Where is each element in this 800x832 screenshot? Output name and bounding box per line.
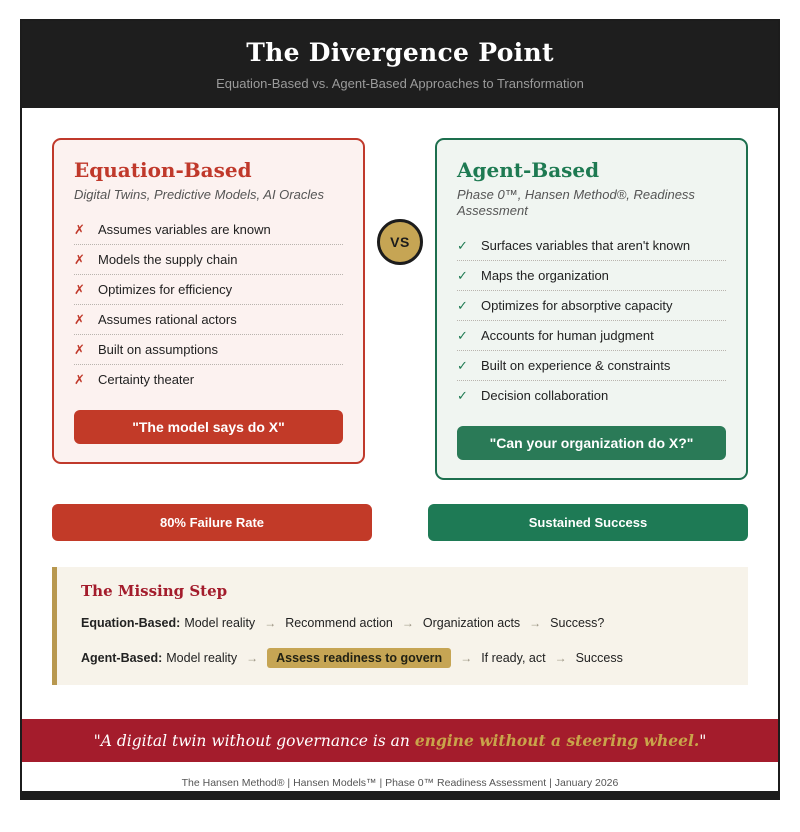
check-icon: ✓ [457,238,468,253]
equation-based-card [52,138,365,464]
flow-step: Recommend action [285,616,393,630]
list-item [457,321,726,351]
equation-based-title: Equation-Based [74,158,252,182]
list-item-label: Certainty theater [98,372,195,387]
list-item-label: Surfaces variables that aren't known [481,238,691,253]
flow-step: Success [575,651,623,665]
main-content [22,138,778,685]
quote-closing: " [699,732,707,750]
arrow-icon: → [529,616,542,630]
flow-rows [81,613,724,669]
comparison-row [52,138,748,480]
list-item-label: Built on assumptions [98,342,218,357]
list-item-label: Decision collaboration [481,388,609,403]
equation-based-button[interactable]: "The model says do X" [74,410,343,444]
arrow-icon: → [460,651,473,665]
footer [22,762,778,800]
list-item [74,245,343,275]
arrow-icon: → [401,616,414,630]
flow-row [81,613,724,634]
vs-badge: VS [377,219,423,265]
result-banners [52,504,748,541]
x-icon: ✗ [74,282,85,297]
sustained-success-banner: Sustained Success [428,504,748,541]
failure-rate-banner: 80% Failure Rate [52,504,372,541]
flow-step-highlighted: Assess readiness to govern [267,648,451,668]
list-item-label: Maps the organization [481,268,609,283]
check-icon: ✓ [457,358,468,373]
footer-text: The Hansen Method® | Hansen Models™ | Phase 0™ Readiness Assessment | January 2026 [181,777,619,789]
flow-row [81,648,724,669]
list-item [74,305,343,335]
equation-based-list [74,215,343,394]
list-item-label: Assumes variables are known [98,222,271,237]
check-icon: ✓ [457,388,468,403]
x-icon: ✗ [74,312,85,327]
list-item-label: Built on experience & constraints [481,358,671,373]
flow-step: Organization acts [422,616,521,630]
check-icon: ✓ [457,298,468,313]
agent-based-subtitle: Phase 0™, Hansen Method®, Readiness Assessment [457,187,695,218]
arrow-icon: → [554,651,567,665]
missing-step-section [52,567,748,685]
list-item-label: Optimizes for efficiency [98,282,233,297]
arrow-icon: → [246,651,259,665]
flow-row-label: Agent-Based: [81,651,163,665]
header [22,21,778,108]
page-subtitle: Equation-Based vs. Agent-Based Approaches to Transformation [216,76,584,91]
agent-based-button[interactable]: "Can your organization do X?" [457,426,726,460]
x-icon: ✗ [74,222,85,237]
flow-step: Model reality [184,616,256,630]
list-item [457,381,726,410]
x-icon: ✗ [74,372,85,387]
agent-based-title: Agent-Based [457,158,600,182]
list-item [74,335,343,365]
flow-step: If ready, act [481,651,546,665]
list-item-label: Accounts for human judgment [481,328,654,343]
list-item [74,275,343,305]
list-item [457,261,726,291]
list-item-label: Assumes rational actors [98,312,237,327]
check-icon: ✓ [457,268,468,283]
agent-based-list [457,231,726,410]
list-item [74,215,343,245]
x-icon: ✗ [74,342,85,357]
flow-row-label: Equation-Based: [81,616,181,630]
arrow-icon: → [264,616,277,630]
list-item-label: Optimizes for absorptive capacity [481,298,673,313]
x-icon: ✗ [74,252,85,267]
equation-based-subtitle: Digital Twins, Predictive Models, AI Oracles [74,187,324,202]
list-item [457,231,726,261]
list-item [74,365,343,394]
quote-banner [22,719,778,762]
list-item [457,291,726,321]
list-item [457,351,726,381]
list-item-label: Models the supply chain [98,252,238,267]
page-title: The Divergence Point [246,38,554,67]
flow-step: Model reality [166,651,238,665]
quote-text: "A digital twin without governance is an [93,732,415,750]
agent-based-card [435,138,748,480]
missing-step-title: The Missing Step [81,582,228,600]
flow-step: Success? [550,616,605,630]
check-icon: ✓ [457,328,468,343]
infographic-frame [20,19,780,800]
quote-highlight: engine without a steering wheel. [414,731,700,750]
